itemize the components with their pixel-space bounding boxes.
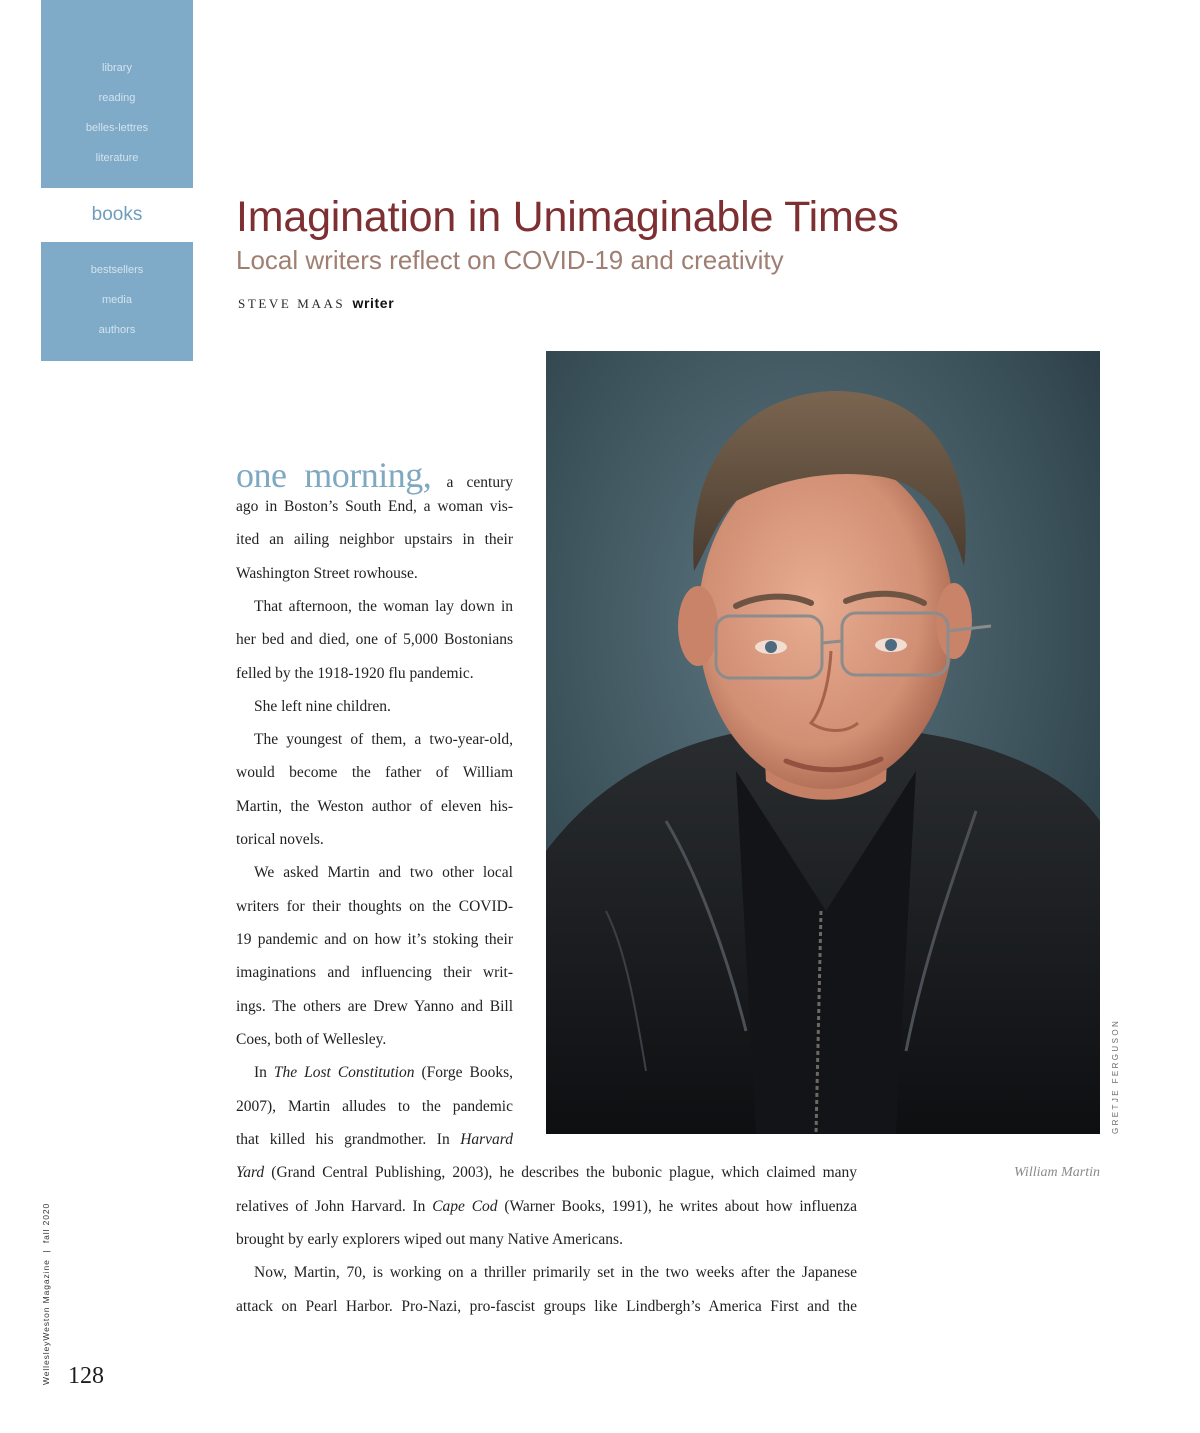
book-title: Yard bbox=[236, 1164, 265, 1181]
body-line: In The Lost Constitution (Forge Books, bbox=[254, 1064, 513, 1081]
sidebar-item-literature[interactable]: literature bbox=[95, 152, 139, 164]
body-line: felled by the 1918-1920 flu pandemic. bbox=[236, 665, 474, 682]
body-line: one morning, a century bbox=[236, 455, 514, 495]
body-line: that killed his grandmother. In Harvard bbox=[236, 1131, 513, 1148]
byline-name: STEVE MAAS bbox=[238, 296, 346, 311]
sidebar-current-section: books bbox=[91, 204, 143, 225]
folio-magazine-issue: WellesleyWeston Magazine | fall 2020 bbox=[41, 1202, 51, 1385]
body-line: Yard (Grand Central Publishing, 2003), he describes the bubonic plague, which claimed many bbox=[236, 1164, 858, 1181]
drop-words: one morning, bbox=[236, 455, 432, 495]
body-line: ago in Boston’s South End, a woman vis- bbox=[236, 498, 513, 515]
body-line: attack on Pearl Harbor. Pro-Nazi, pro-fascist groups like Lindbergh’s America First and the bbox=[236, 1298, 857, 1315]
body-line: The youngest of them, a two-year-old, bbox=[254, 731, 513, 748]
sidebar-item-belles-lettres[interactable]: belles-lettres bbox=[85, 122, 149, 134]
sidebar-top-panel bbox=[41, 0, 193, 188]
body-line: imaginations and influencing their writ- bbox=[236, 964, 513, 981]
book-title: Harvard bbox=[460, 1131, 513, 1148]
book-title: The Lost Constitution bbox=[273, 1064, 415, 1081]
article-subtitle: Local writers reflect on COVID-19 and creativity bbox=[236, 245, 784, 275]
article-title: Imagination in Unimaginable Times bbox=[236, 193, 899, 241]
body-line: Martin, the Weston author of eleven his- bbox=[236, 798, 513, 815]
sidebar-item-bestsellers[interactable]: bestsellers bbox=[90, 264, 144, 276]
sidebar-bottom-panel bbox=[41, 242, 193, 361]
body-line: 19 pandemic and on how it’s stoking their bbox=[236, 931, 513, 948]
body-line: 2007), Martin alludes to the pandemic bbox=[236, 1098, 513, 1115]
sidebar-item-media[interactable]: media bbox=[102, 294, 132, 306]
sidebar-item-reading[interactable]: reading bbox=[98, 92, 136, 104]
photo-caption: William Martin bbox=[1014, 1165, 1100, 1180]
body-line: Now, Martin, 70, is working on a thriller primarily set in the two weeks after the Japanese bbox=[254, 1264, 857, 1281]
byline bbox=[238, 294, 394, 313]
body-line: would become the father of William bbox=[236, 764, 513, 781]
body-line: writers for their thoughts on the COVID- bbox=[236, 898, 513, 915]
author-photo bbox=[546, 351, 1100, 1134]
photo-credit: GRETJE FERGUSON bbox=[1111, 1018, 1120, 1134]
book-title: Cape Cod bbox=[432, 1198, 498, 1215]
body-line: ings. The others are Drew Yanno and Bill bbox=[236, 998, 513, 1015]
body-line: torical novels. bbox=[236, 831, 324, 848]
body-line: We asked Martin and two other local bbox=[254, 864, 513, 881]
body-line: relatives of John Harvard. In Cape Cod (Warner Books, 1991), he writes about how influenza bbox=[236, 1198, 858, 1215]
page-number: 128 bbox=[68, 1363, 104, 1389]
byline-role: writer bbox=[352, 295, 395, 311]
body-line: Coes, both of Wellesley. bbox=[236, 1031, 387, 1048]
sidebar-item-library[interactable]: library bbox=[102, 62, 132, 74]
body-line: Washington Street rowhouse. bbox=[236, 565, 418, 582]
body-line: brought by early explorers wiped out many Native Americans. bbox=[236, 1231, 623, 1248]
body-line: ited an ailing neighbor upstairs in their bbox=[236, 531, 513, 548]
portrait-illustration bbox=[546, 351, 1100, 1134]
body-line: She left nine children. bbox=[254, 698, 391, 715]
body-line: her bed and died, one of 5,000 Bostonians bbox=[236, 631, 513, 648]
body-line: That afternoon, the woman lay down in bbox=[254, 598, 513, 615]
sidebar-item-authors[interactable]: authors bbox=[98, 324, 136, 336]
